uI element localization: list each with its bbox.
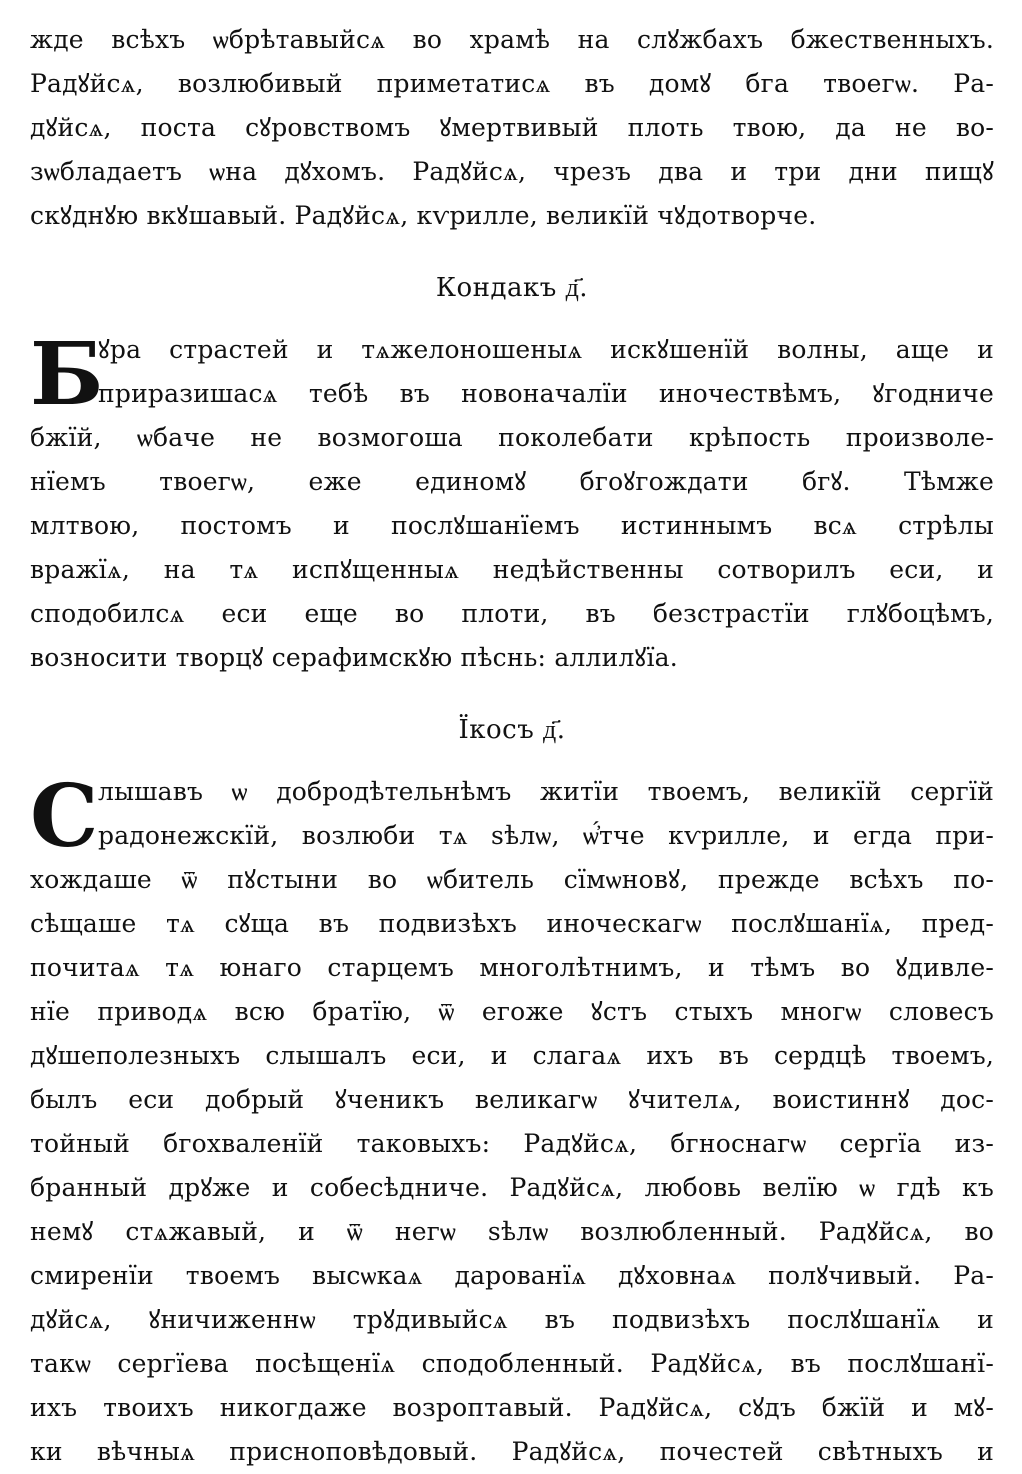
text-line: скꙋднꙋю вкꙋшавый. Радꙋйсѧ, кѵрилле, великїй чꙋдотворче.	[30, 201, 817, 230]
text-line: хождаше ѿ пꙋстыни во ѡбитель сїмѡновꙋ, прежде всѣхъ по-	[30, 865, 994, 894]
text-line: млтвою, постомъ и послꙋшанїемъ истиннымъ всѧ стрѣлы	[30, 511, 994, 540]
text-line: зѡбладаетъ ѡна дꙋхомъ. Радꙋйсѧ, чрезъ два и три дни пищꙋ	[30, 157, 994, 186]
text-line: ки вѣчныѧ присноповѣдовый. Радꙋйсѧ, почестей свѣтныхъ и	[30, 1437, 994, 1466]
text-line: нїе приводѧ всю братїю, ѿ егоже ꙋстъ стыхъ многѡ словесъ	[30, 997, 994, 1026]
ikos-heading: Їкосъ д҃.	[458, 715, 566, 745]
text-line: вражїѧ, на тѧ испꙋщенныѧ недѣйственны сотворилъ еси, и	[30, 555, 994, 584]
text-line: почитаѧ тѧ юнаго старцемъ многолѣтнимъ, и тѣмъ во ꙋдивле-	[30, 953, 994, 982]
kondak-dropcap: Б	[30, 324, 104, 425]
text-line: возносити творцꙋ серафимскꙋю пѣснь: аллилꙋїа.	[30, 643, 678, 672]
text-line: немꙋ стѧжавый, и ѿ негѡ ѕѣлѡ возлюбленный. Радꙋйсѧ, во	[30, 1217, 994, 1246]
text-line: былъ еси добрый ꙋченикъ великагѡ ꙋчителѧ, воистиннꙋ дос-	[30, 1085, 994, 1114]
ikos-dropcap: С	[30, 766, 99, 867]
kondak-paragraph	[30, 324, 994, 680]
text-line: сподобилсѧ еси еще во плоти, въ безстрастїи глꙋбоцѣмъ,	[30, 599, 994, 628]
text-line: лышавъ ѡ добродѣтельнѣмъ житїи твоемъ, великїй сергїй	[98, 777, 994, 806]
top-paragraph	[30, 18, 994, 238]
page	[30, 18, 994, 1474]
text-line: смиренїи твоемъ высѡкаѧ дарованїѧ дꙋховнаѧ полꙋчивый. Ра-	[30, 1261, 994, 1290]
text-line: сѣщаше тѧ сꙋща въ подвизѣхъ иноческагѡ послꙋшанїѧ, пред-	[30, 909, 994, 938]
text-line: жде всѣхъ ѡбрѣтавыйсѧ во храмѣ на слꙋжбахъ бжественныхъ.	[30, 25, 994, 54]
text-line: Радꙋйсѧ, возлюбивый приметатисѧ въ домꙋ бга твоегѡ. Ра-	[30, 69, 994, 98]
ikos-paragraph	[30, 766, 994, 1474]
text-line: радонежскїй, возлюби тѧ ѕѣлѡ, ѡ҆́тче кѵрилле, и егда при-	[98, 821, 994, 850]
text-line: дꙋшеполезныхъ слышалъ еси, и слагаѧ ихъ въ сердцѣ твоемъ,	[30, 1041, 994, 1070]
text-line: нїемъ твоегѡ, еже единомꙋ бгоꙋгождати бгꙋ. Тѣмже	[30, 467, 994, 496]
text-line: такѡ сергїева посѣщенїѧ сподобленный. Радꙋйсѧ, въ послꙋшанї-	[30, 1349, 994, 1378]
text-line: тойный бгохваленїй таковыхъ: Радꙋйсѧ, бгноснагѡ сергїа из-	[30, 1129, 994, 1158]
text-line: ихъ твоихъ никогдаже возроптавый. Радꙋйсѧ, сꙋдъ бжїй и мꙋ-	[30, 1393, 994, 1422]
text-line: дꙋйсѧ, ꙋничиженнѡ трꙋдивыйсѧ въ подвизѣхъ послꙋшанїѧ и	[30, 1305, 994, 1334]
text-line: бжїй, ѡбаче не возмогоша поколебати крѣпость произволе-	[30, 423, 994, 452]
text-line: ꙋра страстей и тѧжелоношеныѧ искꙋшенїй волны, аще и	[98, 335, 994, 364]
text-line: дꙋйсѧ, поста сꙋровствомъ ꙋмертвивый плоть твою, да не во-	[30, 113, 994, 142]
text-line: приразишасѧ тебѣ въ новоначалїи иночествѣмъ, ꙋгодниче	[98, 379, 994, 408]
text-line: бранный дрꙋже и собесѣдниче. Радꙋйсѧ, любовь велїю ѡ гдѣ къ	[30, 1173, 994, 1202]
kondak-heading: Кондакъ д҃.	[435, 273, 589, 303]
